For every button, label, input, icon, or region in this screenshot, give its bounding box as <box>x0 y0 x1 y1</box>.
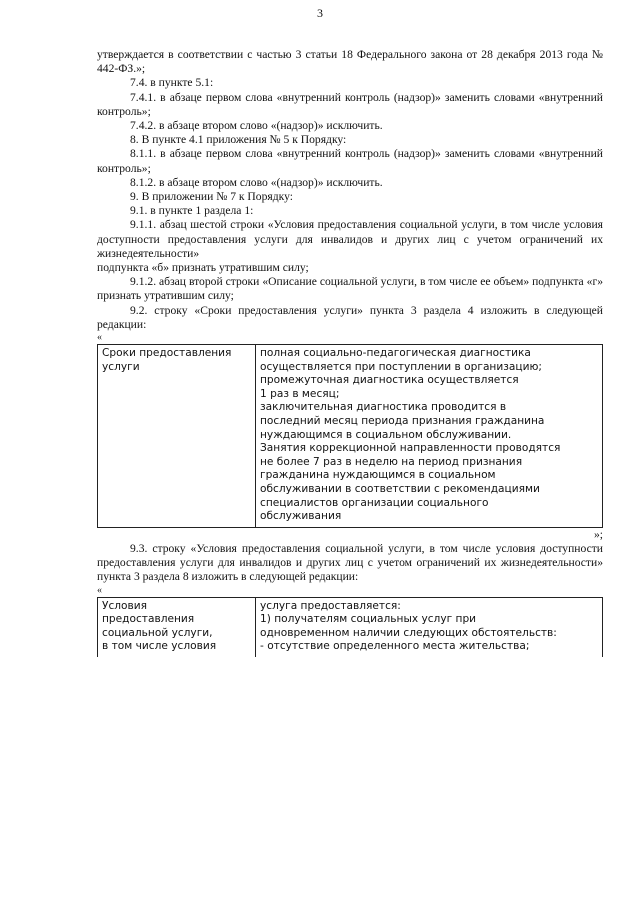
amendment-table-deadlines <box>97 344 603 528</box>
table-value-cell <box>256 597 603 657</box>
table-label-cell <box>98 597 256 657</box>
paragraph: 8.1.1. в абзаце первом слова «внутренний контроль (надзор)» заменить словами «внутренний контроль»; <box>97 147 603 175</box>
opening-quote: « <box>97 332 102 344</box>
paragraph: 9.3. строку «Условия предоставления социальной услуги, в том числе условия доступности предоставления услуги для инвалидов и других лиц с учетом ограничений их жизнедеятельности» пункта 3 раздела 8 изложить в следующей редакции: <box>97 541 603 584</box>
paragraph: утверждается в соответствии с частью 3 статьи 18 Федерального закона от 28 декабря 2013 года № 442-ФЗ.»; <box>97 48 603 76</box>
amendment-table-conditions <box>97 597 603 657</box>
table-line: полная социально-педагогическая диагностика <box>260 347 531 360</box>
table-line: не более 7 раз в неделю на период признания <box>260 455 523 468</box>
table-line: гражданина нуждающимся в социальном <box>260 469 496 482</box>
table-line: Занятия коррекционной направленности проводятся <box>260 442 561 455</box>
table-line: осуществляется при поступлении в организацию; <box>260 360 542 373</box>
paragraph: 7.4.2. в абзаце втором слово «(надзор)» исключить. <box>130 119 383 133</box>
table-line: социальной услуги, <box>102 626 213 639</box>
paragraph: 9. В приложении № 7 к Порядку: <box>130 190 293 204</box>
paragraph: 9.1.2. абзац второй строки «Описание социальной услуги, в том числе ее объем» подпункта «г» признать утратившим силу; <box>97 275 603 303</box>
page-number: 3 <box>317 6 323 20</box>
paragraph: 8.1.2. в абзаце втором слово «(надзор)» исключить. <box>130 175 383 189</box>
opening-quote: « <box>97 584 102 596</box>
table-line: обслуживании в соответствии с рекомендациями <box>260 483 540 495</box>
closing-quote: »; <box>593 527 603 541</box>
table-line: услуга предоставляется: <box>260 599 401 612</box>
document-body <box>97 48 603 657</box>
table-label-cell: Сроки предоставления услуги <box>98 345 256 528</box>
paragraph: 9.2. строку «Сроки предоставления услуги» пункта 3 раздела 4 изложить в следующей редакции: <box>97 303 603 331</box>
table-line: специалистов организации социального <box>260 496 489 509</box>
table-line: последний месяц периода признания гражданина <box>260 415 545 428</box>
table-line: 1) получателям социальных услуг при <box>260 613 477 626</box>
paragraph: 8. В пункте 4.1 приложения № 5 к Порядку: <box>130 133 347 147</box>
table-line: в том числе условия <box>102 640 217 653</box>
table-value-cell <box>256 345 603 528</box>
table-line: Условия <box>102 599 148 612</box>
table-line: обслуживания <box>260 510 342 523</box>
table-line: предоставления <box>102 613 195 626</box>
paragraph: 7.4.1. в абзаце первом слова «внутренний контроль (надзор)» заменить словами «внутренний контроль»; <box>97 90 603 118</box>
table-line: - отсутствие определенного места жительства; <box>260 640 530 653</box>
paragraph: подпункта «б» признать утратившим силу; <box>97 261 309 275</box>
table-line: одновременном наличии следующих обстоятельств: <box>260 626 557 639</box>
table-line: 1 раз в месяц; <box>260 387 340 400</box>
paragraph: 9.1. в пункте 1 раздела 1: <box>130 204 254 218</box>
table-line: промежуточная диагностика осуществляется <box>260 374 519 387</box>
paragraph: 9.1.1. абзац шестой строки «Условия предоставления социальной услуги, в том числе условия доступности предоставления услуги для инвалидов и других лиц с учетом ограничений их жизнедеятельности» <box>97 218 603 260</box>
paragraph: 7.4. в пункте 5.1: <box>130 76 214 90</box>
table-line: заключительная диагностика проводится в <box>260 401 507 414</box>
table-line: нуждающимся в социальном обслуживании. <box>260 428 512 441</box>
